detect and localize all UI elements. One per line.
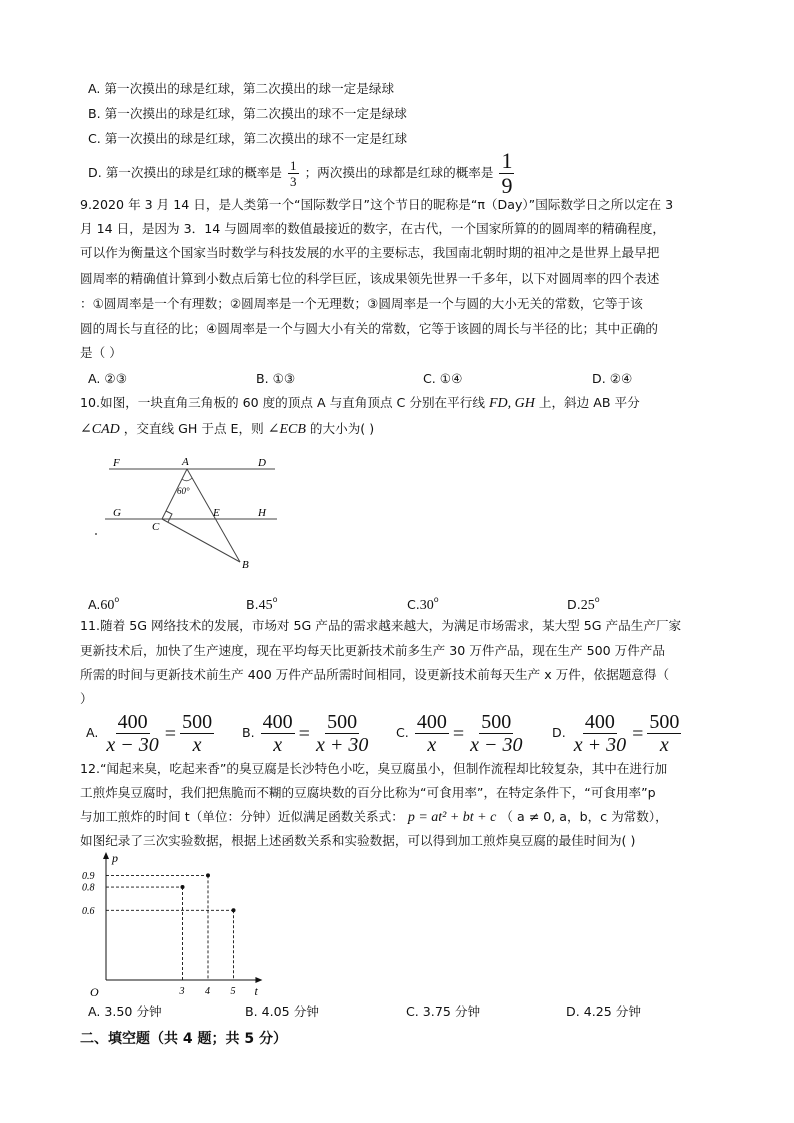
- q11-line-3: 所需的时间与更新技术前生产 400 万件产品所需时间相同，设更新技术前每天生产 x 万件，依据题意得（: [80, 667, 670, 682]
- label-g: G: [113, 507, 121, 519]
- q10-option-c-letter: C.: [407, 597, 420, 612]
- q10-line-1: [80, 394, 640, 413]
- label-angle-60: 60°: [177, 486, 190, 496]
- q8-option-b: B. 第一次摸出的球是红球，第二次摸出的球不一定是绿球: [88, 106, 407, 121]
- q11-option-c-right-numerator: 500: [481, 711, 512, 733]
- q10-option-c-value: 30: [419, 598, 434, 613]
- q8-fraction-2-denominator: 9: [501, 173, 513, 198]
- right-angle-mark: [166, 511, 172, 522]
- q11-option-b-left-fraction: [261, 712, 295, 755]
- x-axis-label: t: [254, 984, 258, 998]
- q10-option-c-degree: o: [433, 595, 439, 604]
- q8-fraction-1: [288, 159, 299, 188]
- q10-parallel-lines: FD, GH: [488, 396, 535, 411]
- q9-line-2: 月 14 日，是因为 3．14 与圆周率的数值最接近的数字，在古代，一个国家所算的的圆周率的精确程度，: [80, 221, 666, 236]
- q10-option-d-value: 25: [580, 598, 595, 613]
- q10-option-b-letter: B.: [246, 597, 259, 612]
- q9-line-5: ：①圆周率是一个有理数；②圆周率是一个无理数；③圆周率是一个与圆的大小无关的常数，它等于该: [80, 296, 643, 311]
- x-tick-label-0: 3: [179, 986, 185, 997]
- q12-option-c: C. 3.75 分钟: [406, 1004, 481, 1019]
- q8-fraction-1-denominator: 3: [290, 174, 297, 189]
- q10-option-b-value: 45: [258, 598, 273, 613]
- q9-option-c: C. ①④: [423, 371, 463, 386]
- x-tick-label-1: 4: [205, 986, 210, 997]
- q10-option-a-value: 60: [100, 598, 115, 613]
- q11-option-b-left-numerator: 400: [262, 711, 293, 733]
- q9-line-4: 圆周率的精确值计算到小数点后第七位的科学巨匠，该成果领先世界一千多年，以下对圆周率的四个表述: [80, 271, 660, 286]
- q11-option-c-left-fraction: [415, 712, 449, 755]
- q11-option-a-right-fraction: [180, 712, 214, 755]
- q10-option-b: [246, 591, 278, 615]
- q11-option-b-left-denominator: x: [273, 734, 283, 756]
- angle-arc-a: [182, 478, 192, 481]
- q10-option-c: [407, 591, 439, 615]
- q11-option-d-left-numerator: 400: [584, 711, 615, 733]
- label-a: A: [182, 456, 189, 468]
- q12-line-3-text-a: 与加工煎炸的时间 t（单位：分钟）近似满足函数关系式：: [80, 809, 404, 824]
- q9-line-6: 圆的周长与直径的比；④圆周率是一个与圆大小有关的常数，它等于该圆的周长与半径的比；其中正确的: [80, 321, 659, 336]
- q10-line-1-text-a: 10.如图，一块直角三角板的 60 度的顶点 A 与直角顶点 C 分别在平行线: [80, 395, 485, 410]
- q11-option-b-letter: B.: [242, 725, 255, 740]
- data-point-0: [181, 885, 185, 889]
- q9-option-a: A. ②③: [88, 371, 127, 386]
- q11-option-d-left-fraction: [572, 712, 628, 755]
- q11-option-d-right-fraction: [647, 712, 681, 755]
- label-h: H: [258, 507, 266, 519]
- q11-option-d: [552, 712, 683, 755]
- label-b: B: [242, 559, 249, 571]
- q12-line-1: 12.“闻起来臭，吃起来香”的臭豆腐是长沙特色小吃，臭豆腐虽小，但制作流程却比较复杂，其中在进行加: [80, 761, 668, 776]
- q11-option-c-letter: C.: [396, 725, 409, 740]
- q11-option-c-right-denominator: x − 30: [470, 734, 523, 756]
- q11-option-a: [86, 712, 216, 755]
- q12-line-3-text-b: （ a ≠ 0, a，b，c 为常数），: [500, 809, 668, 824]
- q11-option-a-left-denominator: x − 30: [106, 734, 159, 756]
- q10-option-d-letter: D.: [567, 597, 581, 612]
- q10-angle-ecb: ∠ECB: [267, 422, 306, 437]
- q12-formula: p = at² + bt + c: [407, 810, 497, 825]
- q12-option-a: A. 3.50 分钟: [88, 1004, 162, 1019]
- q12-line-3: [80, 808, 668, 827]
- q11-option-a-letter: A.: [86, 725, 99, 740]
- stray-dot: [95, 533, 97, 535]
- q8-option-d: [88, 150, 516, 197]
- label-d: D: [258, 457, 266, 469]
- q10-angle-cad: ∠CAD: [80, 422, 120, 437]
- q8-fraction-2-numerator: 1: [501, 148, 513, 173]
- q10-option-a: [88, 591, 119, 615]
- q10-line-2: [80, 420, 374, 439]
- q11-option-d-letter: D.: [552, 725, 566, 740]
- q10-option-a-degree: o: [114, 595, 120, 604]
- y-tick-label-2: 0.6: [82, 905, 95, 917]
- q11-option-b-equals: =: [298, 722, 310, 745]
- q11-option-b-right-denominator: x + 30: [315, 734, 369, 756]
- q12-option-d: D. 4.25 分钟: [566, 1004, 641, 1019]
- q10-line-2-text-b: 的大小为( ): [309, 421, 375, 436]
- q11-option-a-right-numerator: 500: [182, 711, 213, 733]
- q8-option-a: A. 第一次摸出的球是红球，第二次摸出的球一定是绿球: [88, 81, 395, 96]
- q11-option-a-right-denominator: x: [192, 734, 202, 756]
- q9-line-3: 可以作为衡量这个国家当时数学与科技发展的水平的主要标志，我国南北朝时期的祖冲之是世界上最早把: [80, 245, 660, 260]
- data-point-2: [232, 908, 236, 912]
- q10-option-d: [567, 591, 600, 615]
- origin-label: O: [90, 985, 99, 999]
- q12-scatter-chart: [78, 850, 278, 1005]
- q11-option-b-right-fraction: [314, 712, 370, 755]
- data-point-1: [206, 873, 210, 877]
- q8-option-d-text-2: ；两次摸出的球都是红球的概率是: [304, 165, 494, 180]
- q12-option-b: B. 4.05 分钟: [245, 1004, 319, 1019]
- y-axis-label: p: [112, 851, 118, 865]
- q8-fraction-2: [499, 150, 514, 197]
- q11-option-d-right-denominator: x: [659, 734, 669, 756]
- q11-line-4: ）: [80, 691, 93, 706]
- q11-option-c-left-numerator: 400: [416, 711, 447, 733]
- q10-option-a-letter: A.: [88, 597, 101, 612]
- q10-option-b-degree: o: [272, 595, 278, 604]
- q11-option-a-left-fraction: [104, 712, 160, 755]
- q9-option-d: D. ②④: [592, 371, 633, 386]
- y-tick-label-0: 0.9: [82, 870, 95, 882]
- q12-line-4: 如图纪录了三次实验数据，根据上述函数关系和实验数据，可以得到加工煎炸臭豆腐的最佳时间为( ): [80, 833, 636, 848]
- x-tick-label-2: 5: [230, 986, 236, 997]
- q8-option-d-text-1: D. 第一次摸出的球是红球的概率是: [88, 165, 283, 180]
- section-2-heading: 二、填空题（共 4 题；共 5 分）: [80, 1031, 287, 1047]
- q9-line-1: 9.2020 年 3 月 14 日，是人类第一个“国际数学日”这个节日的昵称是“π（Day）”国际数学日之所以定在 3: [80, 197, 674, 212]
- y-axis-arrow: [103, 852, 109, 859]
- q11-option-a-equals: =: [164, 722, 177, 745]
- q9-line-7: 是（ ）: [80, 345, 122, 360]
- q10-line-1-text-b: 上，斜边 AB 平分: [538, 395, 640, 410]
- q10-option-d-degree: o: [594, 595, 600, 604]
- x-axis-arrow: [255, 977, 262, 983]
- label-e: E: [213, 507, 220, 519]
- q11-option-b: [242, 712, 372, 755]
- q12-line-2: 工煎炸臭豆腐时，我们把焦脆而不糊的豆腐块数的百分比称为“可食用率”，在特定条件下，“可食用率”p: [80, 785, 656, 800]
- q11-option-a-left-numerator: 400: [117, 711, 148, 733]
- q11-option-c-right-fraction: [468, 712, 524, 755]
- label-c: C: [152, 521, 160, 533]
- label-f: F: [113, 457, 120, 469]
- q11-option-d-left-denominator: x + 30: [573, 734, 627, 756]
- q10-triangle-figure: [95, 452, 285, 580]
- q11-line-2: 更新技术后，加快了生产速度，现在平均每天比更新技术前多生产 30 万件产品，现在生产 500 万件产品: [80, 643, 666, 658]
- y-tick-label-1: 0.8: [82, 882, 95, 894]
- q9-option-b: B. ①③: [256, 371, 296, 386]
- q11-option-d-equals: =: [632, 722, 644, 745]
- q11-option-c-equals: =: [452, 722, 465, 745]
- q11-option-c: [396, 712, 526, 755]
- q10-line-2-text-a: ，交直线 GH 于点 E，则: [123, 421, 264, 436]
- q8-option-c: C. 第一次摸出的球是红球，第二次摸出的球不一定是红球: [88, 131, 408, 146]
- q8-fraction-1-numerator: 1: [290, 158, 297, 173]
- q11-line-1: 11.随着 5G 网络技术的发展，市场对 5G 产品的需求越来越大，为满足市场需求，某大型 5G 产品生产厂家: [80, 618, 682, 633]
- q11-option-c-left-denominator: x: [427, 734, 437, 756]
- q11-option-d-right-numerator: 500: [649, 711, 680, 733]
- q11-option-b-right-numerator: 500: [327, 711, 358, 733]
